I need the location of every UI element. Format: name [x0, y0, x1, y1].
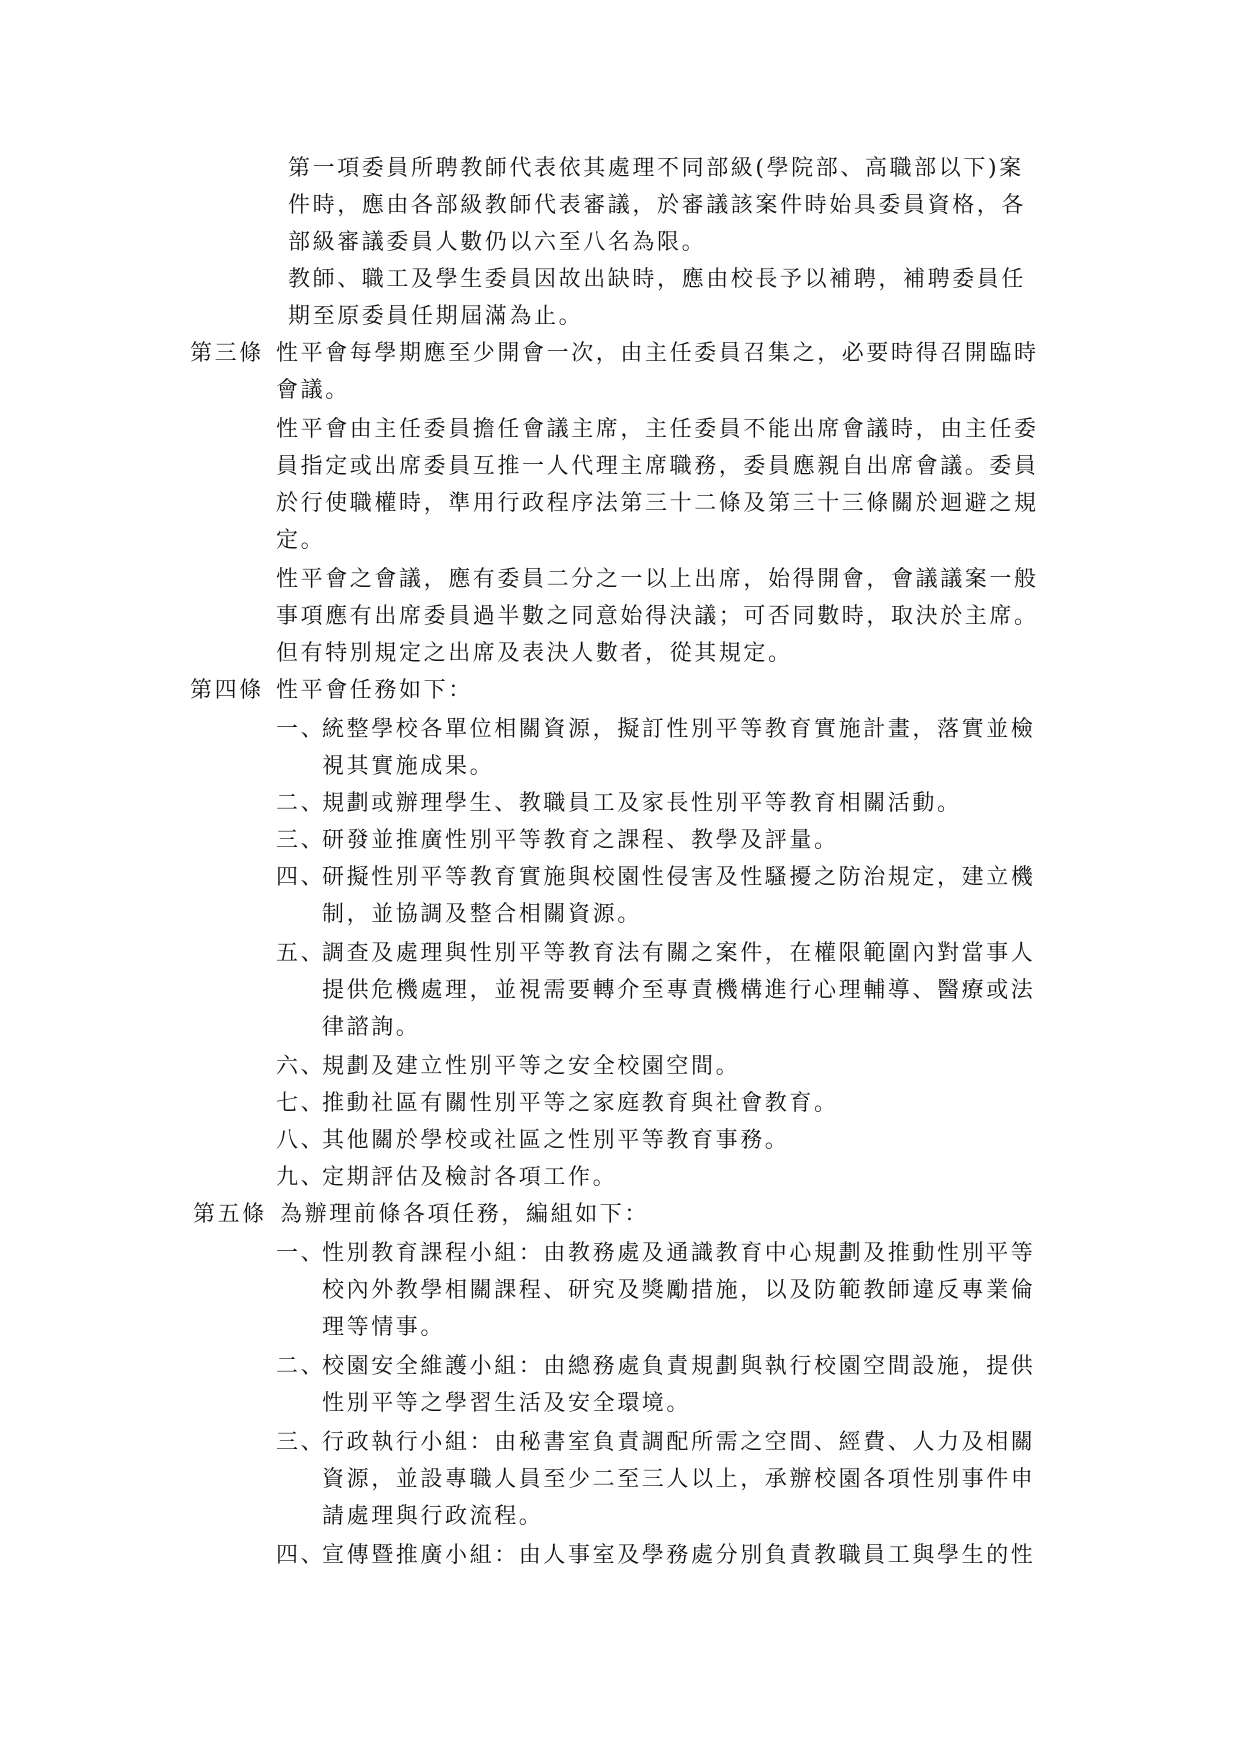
article-label: 第四條 — [190, 678, 264, 703]
text-line: 統整學校各單位相關資源，擬訂性別平等教育實施計畫，落實並檢 — [322, 717, 1036, 742]
text-line: 會議。 — [276, 378, 350, 403]
text-line: 宣傳暨推廣小組：由人事室及學務處分別負責教職員工與學生的性 — [322, 1543, 1036, 1568]
text-line: 資源，並設專職人員至少二至三人以上，承辦校園各項性別事件申 — [322, 1467, 1036, 1492]
item-number: 一、 — [276, 717, 326, 742]
item-number: 三、 — [276, 828, 326, 853]
text-line: 行政執行小組：由秘書室負責調配所需之空間、經費、人力及相關 — [322, 1430, 1036, 1455]
item-number: 七、 — [276, 1091, 326, 1116]
text-line: 性別教育課程小組：由教務處及通識教育中心規劃及推動性別平等 — [322, 1241, 1036, 1266]
text-line: 性別平等之學習生活及安全環境。 — [322, 1391, 692, 1416]
item-number: 四、 — [276, 1543, 326, 1568]
text-line: 規劃及建立性別平等之安全校園空間。 — [322, 1054, 741, 1079]
item-number: 四、 — [276, 865, 326, 890]
text-line: 調查及處理與性別平等教育法有關之案件，在權限範圍內對當事人 — [322, 941, 1036, 966]
item-number: 六、 — [276, 1054, 326, 1079]
text-line: 定期評估及檢討各項工作。 — [322, 1165, 618, 1190]
text-line: 規劃或辦理學生、教職員工及家長性別平等教育相關活動。 — [322, 791, 962, 816]
text-line: 請處理與行政流程。 — [322, 1504, 544, 1529]
text-line: 員指定或出席委員互推一人代理主席職務，委員應親自出席會議。委員 — [276, 454, 1039, 479]
text-line: 其他關於學校或社區之性別平等教育事務。 — [322, 1128, 790, 1153]
article-label: 第三條 — [190, 341, 264, 366]
article-intro: 為辦理前條各項任務，編組如下： — [280, 1202, 650, 1227]
article-intro: 性平會任務如下： — [276, 678, 473, 703]
text-line: 教師、職工及學生委員因故出缺時，應由校長予以補聘，補聘委員任 — [288, 267, 1027, 292]
text-line: 提供危機處理，並視需要轉介至專責機構進行心理輔導、醫療或法 — [322, 978, 1036, 1003]
item-number: 二、 — [276, 791, 326, 816]
text-line: 性平會每學期應至少開會一次，由主任委員召集之，必要時得召開臨時 — [276, 341, 1039, 366]
text-line: 事項應有出席委員過半數之同意始得決議；可否同數時，取決於主席。 — [276, 604, 1039, 629]
item-number: 一、 — [276, 1241, 326, 1266]
text-line: 律諮詢。 — [322, 1015, 421, 1040]
item-number: 五、 — [276, 941, 326, 966]
text-line: 校園安全維護小組：由總務處負責規劃與執行校園空間設施，提供 — [322, 1354, 1036, 1379]
text-line: 性平會之會議，應有委員二分之一以上出席，始得開會，會議議案一般 — [276, 567, 1039, 592]
text-line: 推動社區有關性別平等之家庭教育與社會教育。 — [322, 1091, 839, 1116]
text-line: 性平會由主任委員擔任會議主席，主任委員不能出席會議時，由主任委 — [276, 417, 1039, 442]
text-line: 第一項委員所聘教師代表依其處理不同部級(學院部、高職部以下)案 — [288, 156, 1024, 181]
text-line: 於行使職權時，準用行政程序法第三十二條及第三十三條關於迴避之規 — [276, 491, 1039, 516]
article-label: 第五條 — [193, 1202, 267, 1227]
item-number: 二、 — [276, 1354, 326, 1379]
text-line: 研擬性別平等教育實施與校園性侵害及性騷擾之防治規定，建立機 — [322, 865, 1036, 890]
text-line: 研發並推廣性別平等教育之課程、教學及評量。 — [322, 828, 839, 853]
text-line: 期至原委員任期屆滿為止。 — [288, 304, 584, 329]
text-line: 件時，應由各部級教師代表審議，於審議該案件時始具委員資格，各 — [288, 193, 1027, 218]
text-line: 視其實施成果。 — [322, 754, 495, 779]
text-line: 校內外教學相關課程、研究及獎勵措施，以及防範教師違反專業倫 — [322, 1278, 1036, 1303]
item-number: 九、 — [276, 1165, 326, 1190]
text-line: 部級審議委員人數仍以六至八名為限。 — [288, 230, 707, 255]
item-number: 八、 — [276, 1128, 326, 1153]
text-line: 但有特別規定之出席及表決人數者，從其規定。 — [276, 641, 793, 666]
item-number: 三、 — [276, 1430, 326, 1455]
text-line: 定。 — [276, 528, 326, 553]
text-line: 理等情事。 — [322, 1315, 446, 1340]
text-line: 制，並協調及整合相關資源。 — [322, 902, 642, 927]
